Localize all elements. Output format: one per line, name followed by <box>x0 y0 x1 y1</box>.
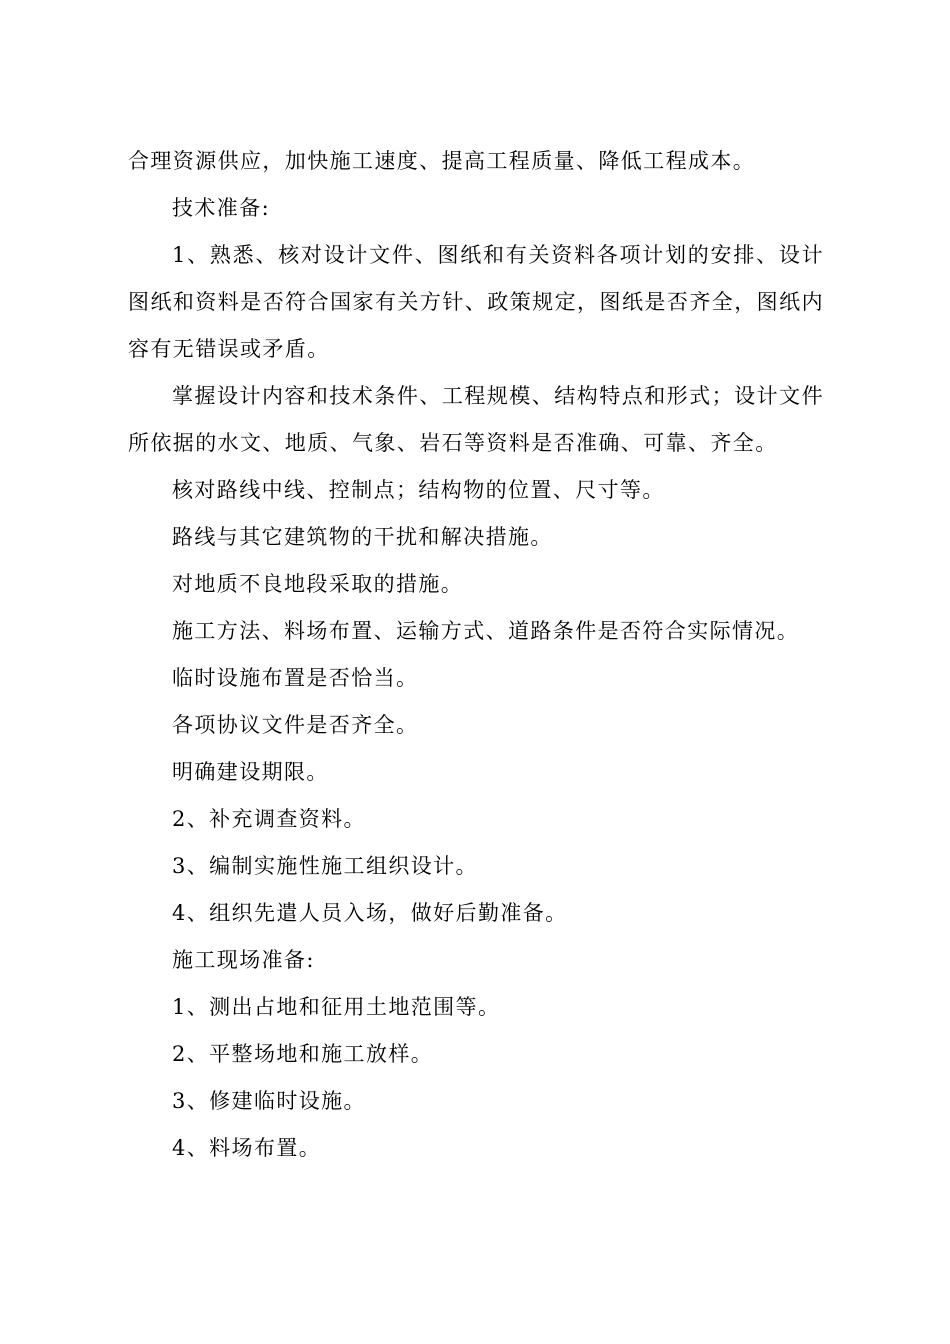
paragraph-agreements: 各项协议文件是否齐全。 <box>172 713 419 737</box>
paragraph-material-yard: 4、料场布置。 <box>172 1136 322 1160</box>
paragraph-review-design-files: 1、熟悉、核对设计文件、图纸和有关资料各项计划的安排、设计图纸和资料是否符合国家有关方针、政策规定，图纸是否齐全，图纸内容有无错误或矛盾。 <box>128 243 824 361</box>
paragraph-continuation: 合理资源供应，加快施工速度、提高工程质量、降低工程成本。 <box>128 149 756 173</box>
paragraph-construction-method: 施工方法、料场布置、运输方式、道路条件是否符合实际情况。 <box>172 619 800 643</box>
paragraph-land-survey: 1、测出占地和征用土地范围等。 <box>172 995 501 1019</box>
paragraph-design-content: 掌握设计内容和技术条件、工程规模、结构特点和形式；设计文件所依据的水文、地质、气象、岩石等资料是否准确、可靠、齐全。 <box>128 384 824 455</box>
paragraph-poor-geology: 对地质不良地段采取的措施。 <box>172 572 464 596</box>
paragraph-organization-design: 3、编制实施性施工组织设计。 <box>172 854 478 878</box>
heading-technical-preparation: 技术准备: <box>172 196 271 220</box>
paragraph-construction-period: 明确建设期限。 <box>172 760 329 784</box>
paragraph-route-interference: 路线与其它建筑物的干扰和解决措施。 <box>172 525 553 549</box>
paragraph-temporary-facilities: 临时设施布置是否恰当。 <box>172 666 419 690</box>
paragraph-advance-personnel: 4、组织先遣人员入场，做好后勤准备。 <box>172 901 568 925</box>
document-body <box>128 138 824 1172</box>
paragraph-supplementary-survey: 2、补充调查资料。 <box>172 807 366 831</box>
paragraph-site-leveling: 2、平整场地和施工放样。 <box>172 1042 434 1066</box>
paragraph-check-route: 核对路线中线、控制点；结构物的位置、尺寸等。 <box>172 478 665 502</box>
paragraph-build-temporary-facilities: 3、修建临时设施。 <box>172 1089 366 1113</box>
heading-site-preparation: 施工现场准备: <box>172 948 315 972</box>
